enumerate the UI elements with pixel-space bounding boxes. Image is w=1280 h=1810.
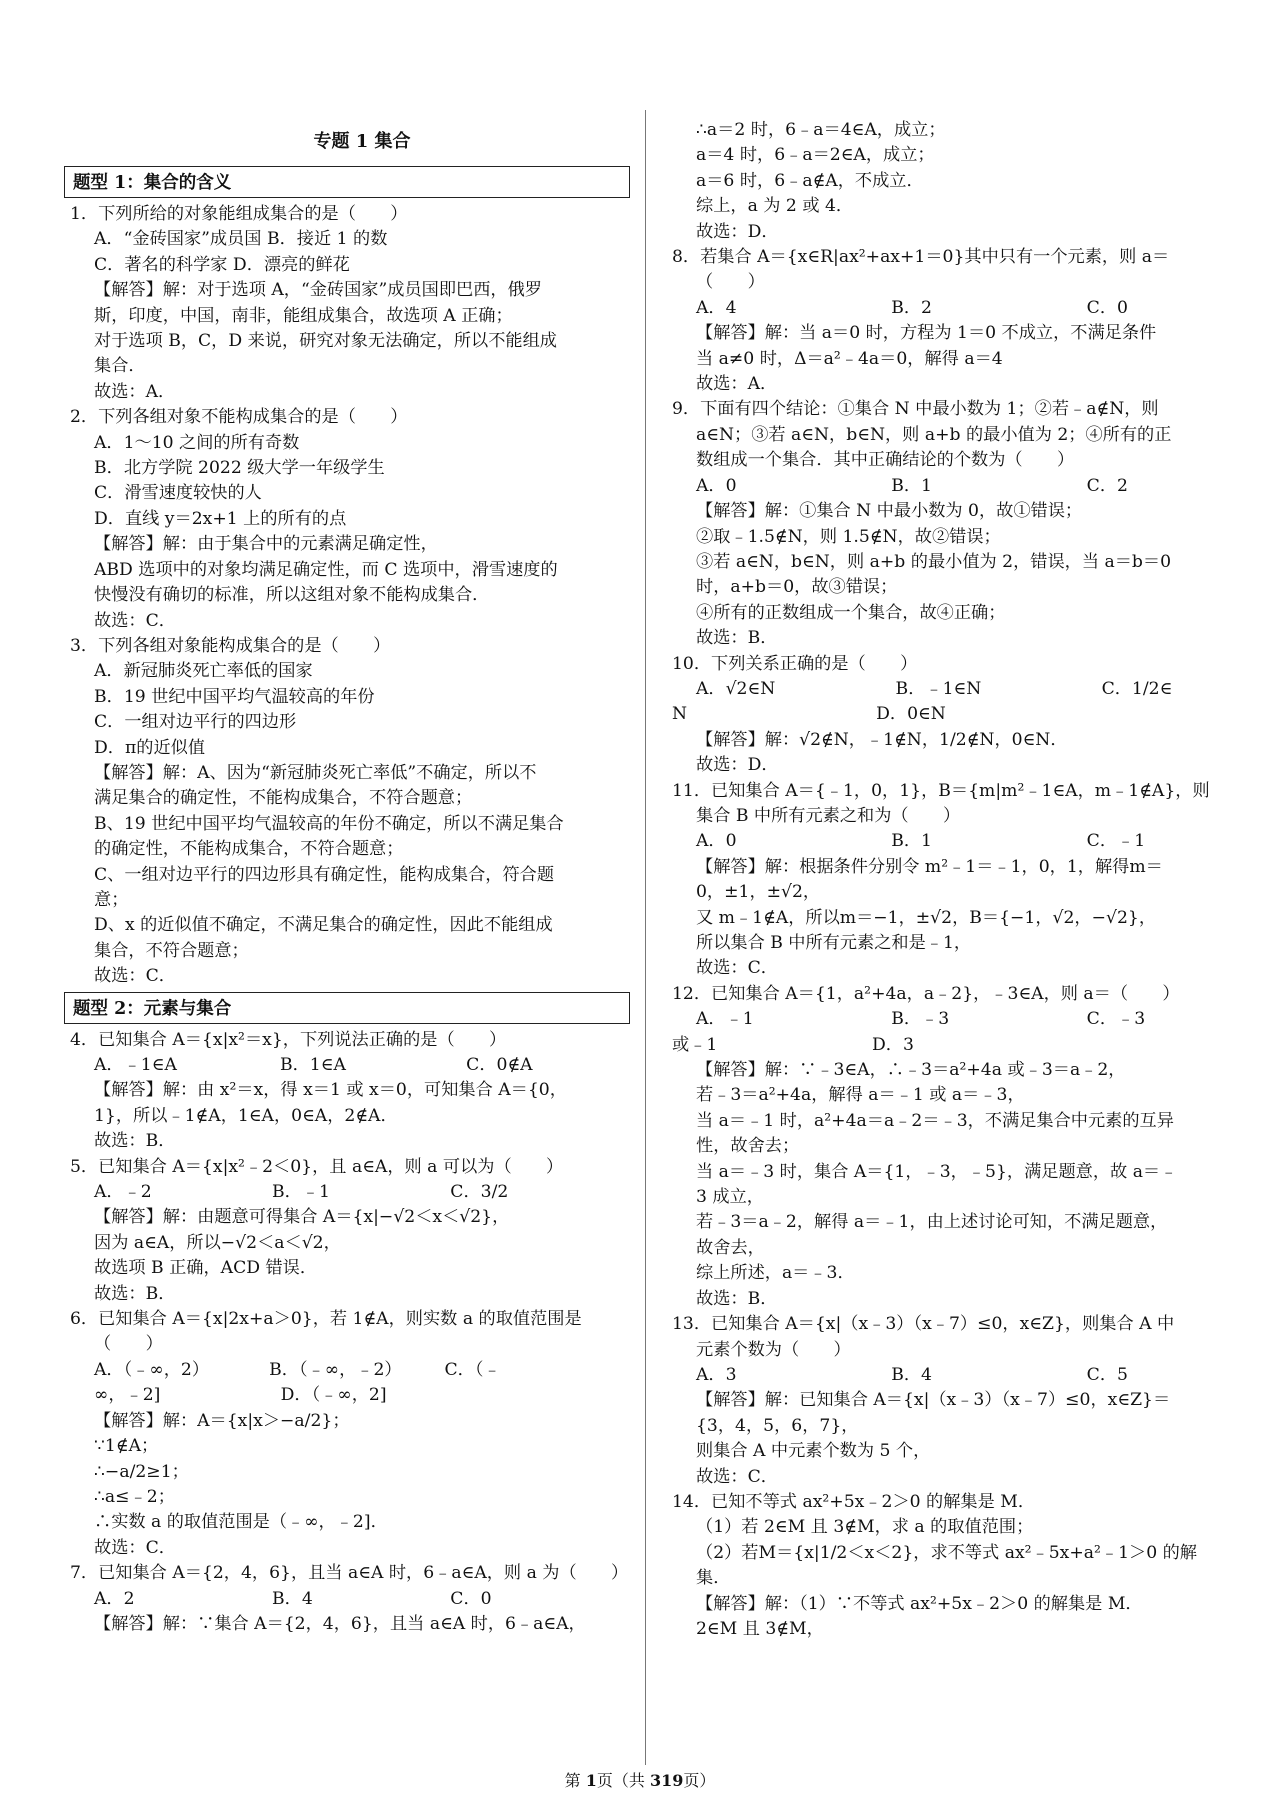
text-line: 0，±1，±√2，	[696, 882, 821, 903]
text-line: A．√2∈N B．﹣1∈N C．1/2∈	[696, 678, 1173, 699]
text-line: 故舍去，	[696, 1237, 765, 1258]
text-line: 【解答】解：由于集合中的元素满足确定性，	[94, 534, 438, 555]
left-column	[64, 118, 630, 1637]
right-column	[666, 118, 1216, 1642]
text-line: 综上，a 为 2 或 4．	[696, 196, 854, 217]
text-line: 故选：D．	[696, 221, 779, 242]
text-line: 【解答】解：对于选项 A，“金砖国家”成员国即巴西，俄罗	[94, 280, 542, 301]
text-line: C．著名的科学家 D．漂亮的鲜花	[94, 254, 350, 275]
text-line: 故选：B．	[94, 1131, 176, 1152]
text-line: ∴a＝2 时，6﹣a＝4∈A，成立；	[696, 120, 946, 140]
text-line: 故选：B．	[696, 1288, 778, 1309]
text-line: B．北方学院 2022 级大学一年级学生	[94, 458, 385, 479]
footer-mid: 页（共	[596, 1771, 650, 1790]
text-line: 故选：C．	[696, 958, 778, 979]
text-line: C．一组对边平行的四边形	[94, 712, 297, 733]
text-line: 【解答】解：A、因为“新冠肺炎死亡率低”不确定，所以不	[94, 762, 537, 783]
text-line: 1．下列所给的对象能组成集合的是（ ）	[70, 204, 408, 224]
text-line: A．1～10 之间的所有奇数	[94, 432, 300, 453]
text-line: 或﹣1 D．3	[672, 1034, 914, 1055]
text-line: 【解答】解：①集合 N 中最小数为 0，故①错误；	[696, 501, 1083, 522]
text-line: 故选：D．	[696, 755, 779, 776]
text-line: 3．下列各组对象能构成集合的是（ ）	[70, 635, 391, 656]
text-line: 综上所述，a＝﹣3．	[696, 1263, 855, 1284]
text-line: 集合，不符合题意；	[94, 940, 249, 961]
text-line: 当 a＝﹣1 时，a²+4a＝a﹣2＝﹣3，不满足集合中元素的互异	[696, 1110, 1174, 1131]
text-line: 若﹣3＝a²+4a，解得 a＝﹣1 或 a＝﹣3，	[696, 1085, 1025, 1106]
text-line: 数组成一个集合．其中正确结论的个数为（ ）	[696, 450, 1075, 471]
text-line: 3 成立，	[696, 1187, 764, 1208]
footer-page-number: 1	[585, 1771, 597, 1790]
text-line: （2）若M＝{x|1/2＜x＜2}，求不等式 ax²﹣5x+a²﹣1＞0 的解	[696, 1542, 1197, 1563]
text-line: 13．已知集合 A＝{x|（x﹣3）（x﹣7）≤0，x∈Z}，则集合 A 中	[672, 1314, 1175, 1335]
footer-total-pages: 319	[649, 1771, 684, 1790]
text-line: 当 a≠0 时，Δ＝a²﹣4a＝0，解得 a＝4	[696, 348, 1003, 369]
text-line: 4．已知集合 A＝{x|x²＝x}，下列说法正确的是（ ）	[70, 1029, 507, 1050]
text-line: 【解答】解：（1）∵不等式 ax²+5x﹣2＞0 的解集是 M．	[696, 1593, 1143, 1614]
text-line: ∴a≤﹣2；	[94, 1486, 175, 1507]
text-line: 的确定性，不能构成集合，不符合题意；	[94, 839, 404, 860]
text-line: 集．	[696, 1568, 731, 1589]
text-line: 7．已知集合 A＝{2，4，6}，且当 a∈A 时，6﹣a∈A，则 a 为（ ）	[70, 1563, 629, 1584]
text-line: 故选：C．	[94, 966, 176, 987]
text-line: C．滑雪速度较快的人	[94, 483, 262, 504]
text-line: 故选项 B 正确，ACD 错误．	[94, 1258, 318, 1279]
text-line: D、x 的近似值不确定，不满足集合的确定性，因此不能组成	[94, 915, 553, 936]
text-line: a＝6 时，6﹣a∉A，不成立．	[696, 170, 924, 191]
text-line: （ ）	[696, 272, 765, 293]
text-line: 故选：C．	[696, 1466, 778, 1487]
text-line: B、19 世纪中国平均气温较高的年份不确定，所以不满足集合	[94, 813, 564, 834]
text-line: 【解答】解：由题意可得集合 A＝{x|−√2＜x＜√2}，	[94, 1207, 510, 1228]
text-line: A．2 B．4 C．0	[94, 1588, 492, 1609]
text-line: 【解答】解：由 x²＝x，得 x＝1 或 x＝0，可知集合 A＝{0，	[94, 1080, 567, 1101]
section-heading-2: 题型 2：元素与集合	[64, 992, 630, 1024]
text-line: 【解答】解：∵集合 A＝{2，4，6}，且当 a∈A 时，6﹣a∈A，	[94, 1613, 586, 1634]
text-line: B．19 世纪中国平均气温较高的年份	[94, 686, 375, 707]
text-line: 因为 a∈A，所以−√2＜a＜√2，	[94, 1232, 341, 1253]
text-line: （1）若 2∈M 且 3∉M，求 a 的取值范围；	[696, 1517, 1034, 1538]
text-line: ∵1∉A；	[94, 1436, 159, 1457]
text-line: 对于选项 B，C，D 来说，研究对象无法确定，所以不能组成	[94, 331, 557, 352]
text-line: A．﹣1∈A B．1∈A C．0∉A	[94, 1055, 533, 1075]
text-line: 当 a＝﹣3 时，集合 A＝{1，﹣3，﹣5}，满足题意，故 a＝﹣	[696, 1161, 1178, 1182]
text-line: a＝4 时，6﹣a＝2∈A，成立；	[696, 145, 935, 166]
text-line: 时，a+b＝0，故③错误；	[696, 577, 898, 598]
text-line: 【解答】解：∵﹣3∈A，∴﹣3＝a²+4a 或﹣3＝a﹣2，	[696, 1060, 1126, 1081]
text-line: 故选：C．	[94, 610, 176, 631]
text-line: ABD 选项中的对象均满足确定性，而 C 选项中，滑雪速度的	[94, 559, 558, 580]
text-line: 集合．	[94, 356, 146, 377]
left-content-b	[64, 1028, 630, 1638]
page-title: 专题 1 集合	[313, 131, 411, 152]
text-line: 性，故舍去；	[696, 1136, 800, 1157]
text-line: 【解答】解：√2∉N，﹣1∉N，1/2∉N，0∈N．	[696, 729, 1068, 750]
text-line: D．π的近似值	[94, 737, 206, 758]
text-line: 10．下列关系正确的是（ ）	[672, 653, 918, 674]
text-line: 【解答】解：已知集合 A＝{x|（x﹣3）（x﹣7）≤0，x∈Z}＝	[696, 1390, 1171, 1411]
text-line: 满足集合的确定性，不能构成集合，不符合题意；	[94, 788, 473, 809]
text-line: 1}，所以﹣1∉A，1∈A，0∈A，2∉A．	[94, 1105, 398, 1126]
text-line: 9．下面有四个结论：①集合 N 中最小数为 1；②若﹣a∉N，则	[672, 399, 1159, 420]
text-line: D．直线 y＝2x+1 上的所有的点	[94, 508, 347, 529]
text-line: ∴−a/2≥1；	[94, 1461, 189, 1482]
text-line: C、一组对边平行的四边形具有确定性，能构成集合，符合题	[94, 864, 555, 885]
section-heading-1: 题型 1：集合的含义	[64, 166, 630, 198]
text-line: 【解答】解：当 a＝0 时，方程为 1＝0 不成立，不满足条件	[696, 323, 1157, 344]
text-line: （ ）	[94, 1334, 163, 1355]
text-line: ∞，﹣2] D．（﹣∞，2]	[94, 1385, 387, 1406]
right-content	[666, 118, 1216, 1642]
text-line: 【解答】解：A＝{x|x＞−a/2}；	[94, 1410, 350, 1431]
text-line: 6．已知集合 A＝{x|2x+a＞0}，若 1∉A，则实数 a 的取值范围是	[70, 1309, 582, 1330]
text-line: N D．0∈N	[672, 704, 946, 725]
text-line: A．“金砖国家”成员国 B．接近 1 的数	[94, 229, 388, 250]
text-line: 故选：C．	[94, 1537, 176, 1558]
text-line: A．﹣1 B．﹣3 C．﹣3	[696, 1009, 1146, 1030]
text-line: 快慢没有确切的标准，所以这组对象不能构成集合．	[94, 585, 490, 606]
text-line: A．4 B．2 C．0	[696, 297, 1128, 318]
text-line: 故选：B．	[94, 1283, 176, 1304]
text-line: A．3 B．4 C．5	[696, 1364, 1128, 1385]
text-line: ∴实数 a 的取值范围是（﹣∞，﹣2]．	[94, 1512, 388, 1533]
text-line: 5．已知集合 A＝{x|x²﹣2＜0}，且 a∈A，则 a 可以为（ ）	[70, 1156, 564, 1177]
footer-suffix: 页）	[683, 1771, 716, 1790]
column-divider	[645, 110, 646, 1765]
text-line: 则集合 A 中元素个数为 5 个，	[696, 1441, 931, 1462]
text-line: 故选：A．	[696, 374, 778, 395]
text-line: 斯，印度，中国，南非，能组成集合，故选项 A 正确；	[94, 305, 513, 326]
page-footer	[0, 1768, 1280, 1791]
text-line: 12．已知集合 A＝{1，a²+4a，a﹣2}，﹣3∈A，则 a＝（ ）	[672, 983, 1180, 1004]
text-line: A．新冠肺炎死亡率低的国家	[94, 661, 313, 682]
text-line: 所以集合 B 中所有元素之和是﹣1，	[696, 933, 972, 953]
left-content-a	[64, 202, 630, 990]
text-line: A．0 B．1 C．2	[696, 475, 1128, 496]
text-line: 集合 B 中所有元素之和为（ ）	[696, 805, 961, 826]
text-line: a∈N；③若 a∈N，b∈N，则 a+b 的最小值为 2；④所有的正	[696, 424, 1172, 445]
text-line: 若﹣3＝a﹣2，解得 a＝﹣1，由上述讨论可知，不满足题意，	[696, 1212, 1168, 1233]
text-line: 14．已知不等式 ax²+5x﹣2＞0 的解集是 M．	[672, 1491, 1036, 1512]
text-line: ④所有的正数组成一个集合，故④正确；	[696, 602, 1006, 623]
text-line: 8．若集合 A＝{x∈R|ax²+ax+1＝0}其中只有一个元素，则 a＝	[672, 247, 1170, 268]
text-line: 2∈M 且 3∉M，	[696, 1618, 824, 1639]
text-line: A．0 B．1 C．﹣1	[696, 831, 1146, 852]
text-line: A．﹣2 B．﹣1 C．3/2	[94, 1182, 509, 1203]
text-line: 元素个数为（ ）	[696, 1339, 851, 1360]
text-line: A．（﹣∞，2） B．（﹣∞，﹣2） C．（﹣	[94, 1359, 501, 1380]
text-line: 意；	[94, 889, 129, 910]
text-line: 故选：A．	[94, 381, 176, 402]
text-line: 又 m﹣1∉A，所以m＝−1，±√2，B＝{−1，√2，−√2}，	[696, 907, 1157, 928]
text-line: ③若 a∈N，b∈N，则 a+b 的最小值为 2，错误，当 a＝b＝0	[696, 551, 1172, 572]
text-line: ②取﹣1.5∉N，则 1.5∉N，故②错误；	[696, 526, 1001, 547]
text-line: 故选：B．	[696, 628, 778, 649]
text-line: {3，4，5，6，7}，	[696, 1415, 859, 1436]
text-line: 11．已知集合 A＝{﹣1，0，1}，B＝{m|m²﹣1∈A，m﹣1∉A}，则	[672, 780, 1210, 801]
text-line: 【解答】解：根据条件分别令 m²﹣1＝﹣1，0，1，解得m＝	[696, 856, 1163, 877]
text-line: 2．下列各组对象不能构成集合的是（ ）	[70, 407, 408, 428]
footer-prefix: 第	[564, 1771, 586, 1790]
